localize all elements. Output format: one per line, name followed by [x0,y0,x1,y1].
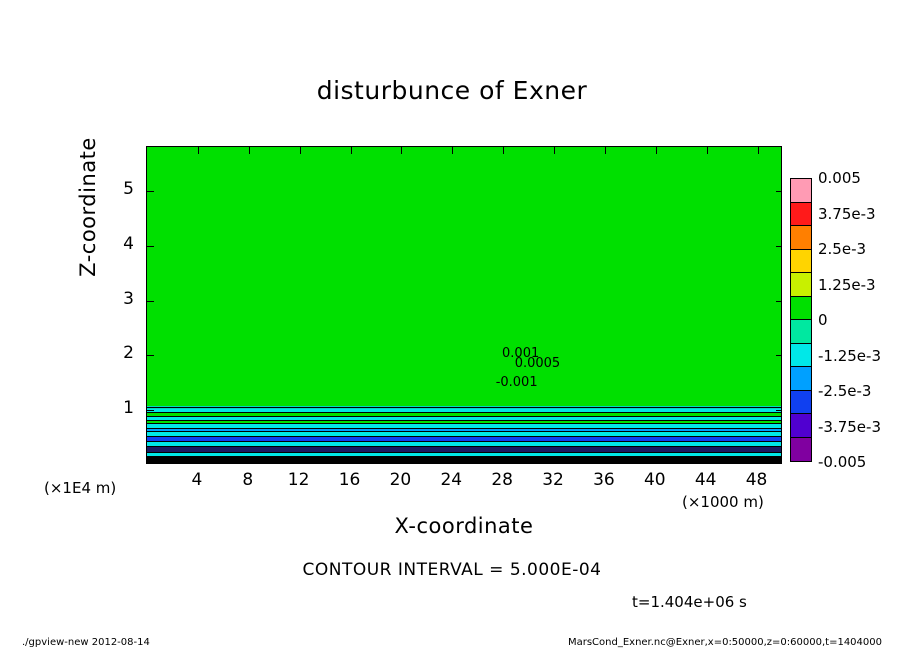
y-tick-mark [776,246,782,247]
x-tick-mark [554,147,555,154]
x-tick-label-3: 16 [338,470,361,490]
x-tick-label-9: 40 [643,470,666,490]
contour-label-2: -0.001 [495,374,538,390]
heatmap-field [147,147,781,463]
x-tick-mark [503,147,504,154]
x-tick-mark [503,458,504,464]
colorbar-cell-9 [791,391,811,415]
y-tick-label-4: 5 [123,178,134,199]
x-tick-mark [401,147,402,154]
x-tick-mark [300,458,301,464]
y-axis-label: Z-coordinate [76,137,100,277]
contour-line-1 [147,412,781,413]
x-tick-label-4: 20 [389,470,412,490]
colorbar-tick-2: 2.5e-3 [818,240,867,258]
y-tick-mark [776,355,782,356]
contour-line-8 [147,441,781,442]
colorbar-cell-5 [791,297,811,321]
contour-line-11 [147,456,781,457]
x-tick-mark [249,147,250,154]
x-tick-mark [198,458,199,464]
x-tick-mark [452,458,453,464]
colorbar-cell-4 [791,273,811,297]
x-tick-mark [300,147,301,154]
colorbar-tick-1: 3.75e-3 [818,204,876,223]
colorbar [790,178,812,462]
contour-line-7 [147,436,781,437]
time-annotation: t=1.404e+06 s [632,593,747,611]
colorbar-tick-0: 0.005 [818,169,861,187]
y-tick-mark [147,246,154,247]
contour-line-5 [147,428,781,429]
x-tick-label-7: 32 [542,470,564,490]
y-tick-label-0: 1 [123,398,134,419]
x-tick-mark [707,458,708,464]
colorbar-tick-5: -1.25e-3 [818,346,881,365]
x-tick-mark [656,147,657,154]
y-tick-mark [147,301,154,302]
contour-interval-note: CONTOUR INTERVAL = 5.000E-04 [302,560,602,580]
contour-line-3 [147,420,781,421]
contour-label-0: 0.001 [502,346,540,362]
x-tick-label-2: 12 [287,470,310,490]
y-tick-label-2: 3 [123,288,134,309]
x-tick-label-10: 44 [694,470,717,490]
footer-left-text: ./gpview-new 2012-08-14 [22,637,150,648]
colorbar-cell-1 [791,203,811,227]
x-tick-label-1: 8 [242,470,254,490]
x-axis-unit: (×1000 m) [682,493,764,511]
field-band-0 [147,147,781,406]
x-tick-mark [554,458,555,464]
colorbar-cell-7 [791,344,811,368]
x-tick-mark [198,147,199,154]
y-tick-mark [776,191,782,192]
x-tick-mark [401,458,402,464]
colorbar-tick-6: -2.5e-3 [818,382,872,400]
x-tick-mark [249,458,250,464]
x-tick-label-11: 48 [745,470,768,490]
y-tick-mark [776,301,782,302]
colorbar-cell-2 [791,226,811,250]
x-tick-mark [758,458,759,464]
colorbar-cell-0 [791,179,811,203]
colorbar-tick-8: -0.005 [818,453,867,471]
x-tick-mark [656,458,657,464]
x-tick-mark [452,147,453,154]
colorbar-cell-8 [791,367,811,391]
contour-line-10 [147,452,781,453]
x-tick-mark [351,147,352,154]
contour-line-0 [147,407,781,408]
y-tick-mark [147,410,154,411]
x-tick-mark [707,147,708,154]
contour-label-1: 0.0005 [514,355,561,371]
x-tick-label-0: 4 [191,470,203,490]
colorbar-cell-3 [791,250,811,274]
x-tick-label-8: 36 [593,470,615,490]
x-tick-label-6: 28 [491,470,513,490]
contour-line-2 [147,416,781,417]
colorbar-cell-6 [791,320,811,344]
x-tick-mark [605,147,606,154]
y-tick-mark [147,191,154,192]
x-axis-label: X-coordinate [394,514,534,538]
contour-line-9 [147,446,781,447]
y-axis-unit: (×1E4 m) [44,479,117,497]
field-band-13 [147,457,781,463]
x-tick-mark [758,147,759,154]
y-tick-label-1: 2 [123,343,134,364]
plot-area [146,146,782,464]
colorbar-tick-4: 0 [818,311,828,329]
colorbar-tick-3: 1.25e-3 [818,275,876,294]
colorbar-tick-7: -3.75e-3 [818,417,881,436]
contour-line-4 [147,423,781,424]
colorbar-cell-11 [791,438,811,462]
x-tick-mark [351,458,352,464]
y-tick-label-3: 4 [123,233,134,254]
x-tick-label-5: 24 [440,470,463,490]
y-tick-mark [147,355,154,356]
colorbar-cell-10 [791,414,811,438]
chart-title: disturbunce of Exner [316,76,588,105]
contour-line-6 [147,431,781,432]
y-tick-mark [776,410,782,411]
footer-right-text: MarsCond_Exner.nc@Exner,x=0:50000,z=0:60000,t=1404000 [567,637,882,648]
x-tick-mark [605,458,606,464]
